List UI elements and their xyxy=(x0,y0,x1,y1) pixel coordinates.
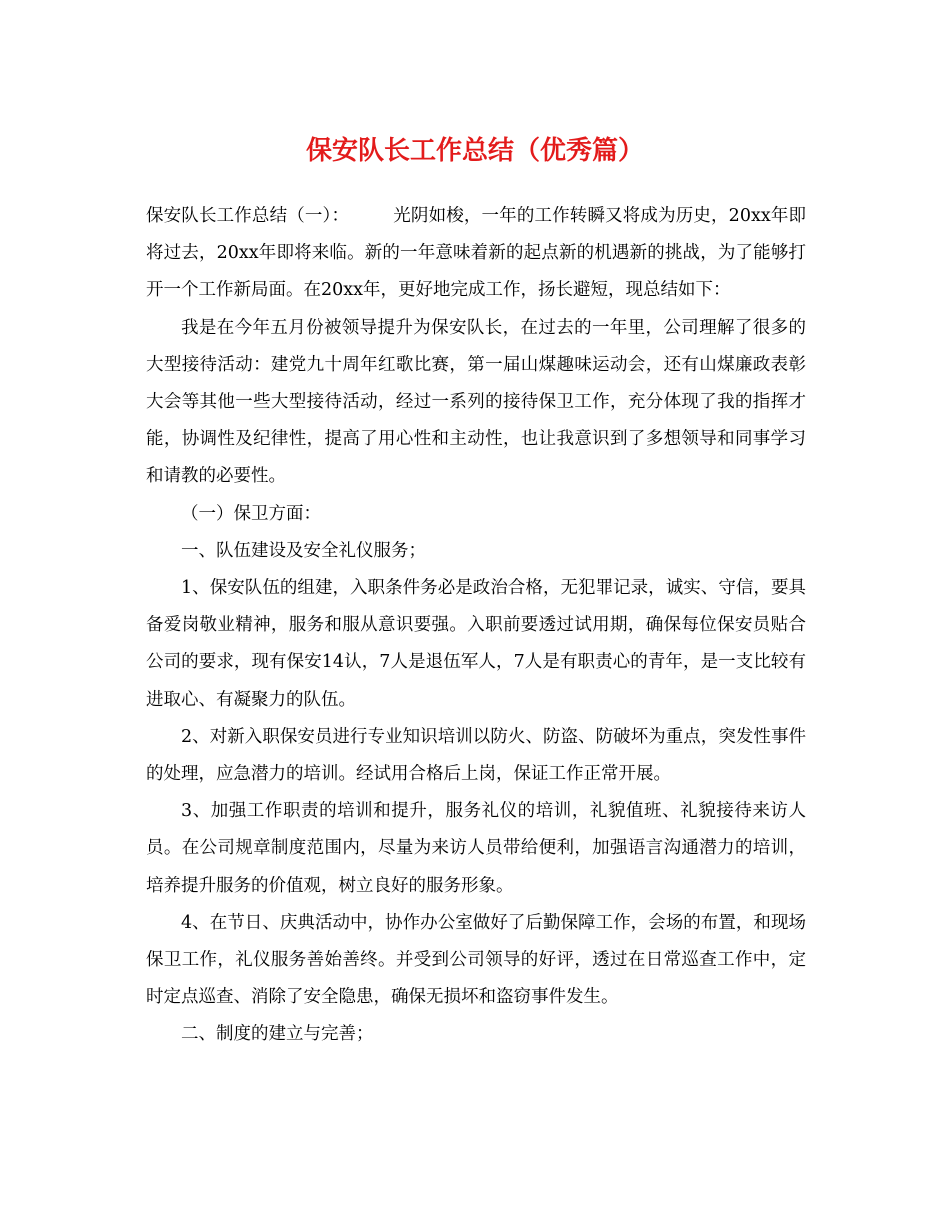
section-heading: （一）保卫方面： xyxy=(181,503,321,524)
intro-text: 光阴如梭，一年的工作转瞬又将成为历史，20xx年即将过去，20xx年即将来临。新的一年意味着新的起点新的机遇新的挑战，为了能够打开一个工作新局面。在20xx年，更好地完成工作，扬长避短，现总结如下： xyxy=(146,206,807,301)
paragraph: 我是在今年五月份被领导提升为保安队长，在过去的一年里，公司理解了很多的大型接待活动：建党九十周年红歌比赛，第一届山煤趣味运动会，还有山煤廉政表彰大会等其他一些大型接待活动，经过一系列的接待保卫工作，充分体现了我的指挥才能，协调性及纪律性，提高了用心性和主动性，也让我意识到了多想领导和同事学习和请教的必要性。 xyxy=(146,317,806,487)
subsection-heading: 一、队伍建设及安全礼仪服务； xyxy=(181,540,426,561)
document-body xyxy=(146,198,806,1054)
list-item: 2、对新入职保安员进行专业知识培训以防火、防盗、防破坏为重点，突发性事件的处理，应急潜力的培训。经试用合格后上岗，保证工作正常开展。 xyxy=(146,726,806,785)
list-item: 4、在节日、庆典活动中，协作办公室做好了后勤保障工作，会场的布置，和现场保卫工作，礼仪服务善始善终。并受到公司领导的好评，透过在日常巡查工作中，定时定点巡查、消除了安全隐患，确保无损坏和盗窃事件发生。 xyxy=(146,912,806,1008)
page-title: 保安队长工作总结（优秀篇） xyxy=(305,136,644,166)
list-item: 3、加强工作职责的培训和提升，服务礼仪的培训，礼貌值班、礼貌接待来访人员。在公司规章制度范围内，尽量为来访人员带给便利，加强语言沟通潜力的培训，培养提升服务的价值观，树立良好的服务形象。 xyxy=(146,801,806,896)
list-item: 1、保安队伍的组建，入职条件务必是政治合格，无犯罪记录，诚实、守信，要具备爱岗敬业精神，服务和服从意识要强。入职前要透过试用期，确保每位保安员贴合公司的要求，现有保安14认，7人是退伍军人，7人是有职责心的青年，是一支比较有进取心、有凝聚力的队伍。 xyxy=(146,578,806,710)
intro-label: 保安队长工作总结（一）： xyxy=(146,206,350,226)
subsection-heading: 二、制度的建立与完善； xyxy=(181,1024,374,1045)
intro-paragraph xyxy=(146,198,806,310)
